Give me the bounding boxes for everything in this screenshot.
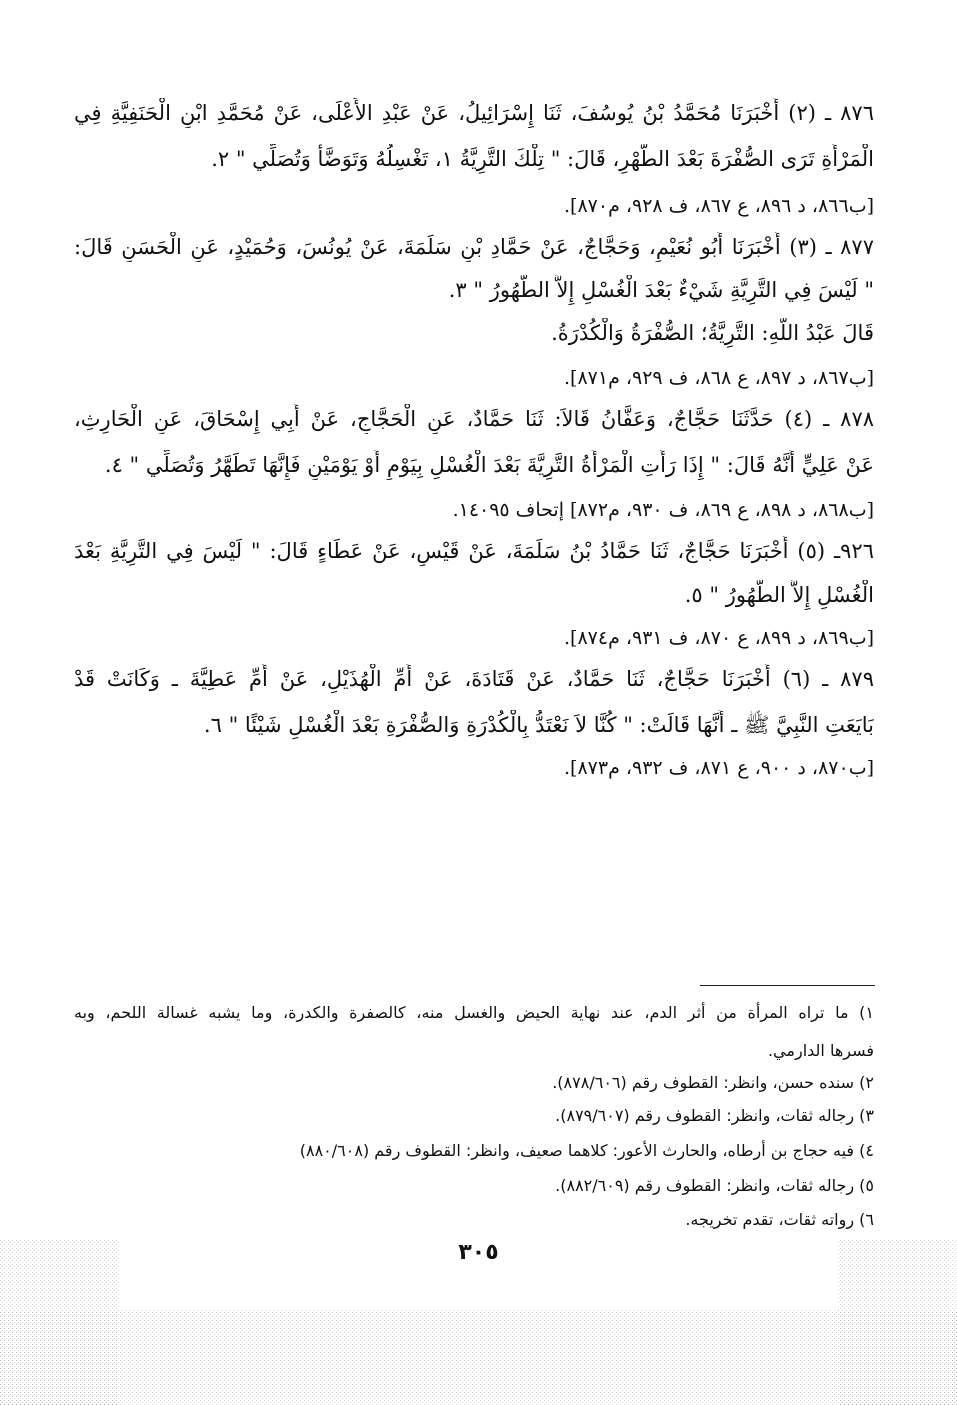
hadith-878-line-2: عَنْ عَلِيٍّ أَنَّهُ قَالَ: " إِذَا رَأَتِ الْمَرْأَةُ التَّرِيَّةَ بَعْدَ الْغُسْلِ بِيَوْمٍ أَوْ يَوْمَيْنِ فَإِنَّهَا تَطَهَّرُ وَتُصَلِّي " ٤. xyxy=(104,453,874,477)
footnote-1-line-1: ١) ما تراه المرأة من أثر الدم، عند نهاية الحيض والغسل منه، كالصفرة والكدرة، وما يشبه غسالة اللحم، وبه xyxy=(74,1003,874,1022)
hadith-926-references: [ب٨٦٩، د ٨٩٩، ع ٨٧٠، ف ٩٣١، م٨٧٤]. xyxy=(564,627,874,649)
footnote-3: ٣) رجاله ثقات، وانظر: القطوف رقم (٨٧٩/٦٠٧). xyxy=(555,1106,874,1125)
hadith-879-line-2: بَايَعَتِ النَّبِيَّ ﷺ ـ أَنَّهَا قَالَتْ: " كُنَّا لاَ نَعْتَدُّ بِالْكُدْرَةِ وَالصُّفْرَةِ بَعْدَ الْغُسْلِ شَيْئًا " ٦. xyxy=(203,713,874,737)
footnote-separator xyxy=(700,985,875,986)
hadith-876-line-2: الْمَرْأَةِ تَرَى الصُّفْرَةَ بَعْدَ الطُّهْرِ، قَالَ: " تِلْكَ التَّرِيَّةُ ١، تَغْسِلُهُ وَتَوَضَّأُ وَتُصَلِّي " ٢. xyxy=(211,147,874,171)
page-number: ٣٠٥ xyxy=(458,1240,499,1265)
hadith-926-line-1: ٩٢٦ـ (٥) أَخْبَرَنَا حَجَّاجٌ، ثَنَا حَمَّادُ بْنُ سَلَمَةَ، عَنْ قَيْسٍ، عَنْ عَطَاءٍ قَالَ: " لَيْسَ فِي التَّرِيَّةِ بَعْدَ xyxy=(74,539,874,563)
footnote-1-line-2: فسرها الدارمي. xyxy=(767,1041,874,1060)
footnote-5: ٥) رجاله ثقات، وانظر: القطوف رقم (٨٨٢/٦٠٩). xyxy=(555,1176,874,1195)
footnote-6: ٦) رواته ثقات، تقدم تخريجه. xyxy=(685,1210,874,1229)
hadith-878-references: [ب٨٦٨، د ٨٩٨، ع ٨٦٩، ف ٩٣٠، م٨٧٢] إتحاف ١٤٠٩٥. xyxy=(452,499,874,521)
hadith-877-line-2: " لَيْسَ فِي التَّرِيَّةِ شَيْءٌ بَعْدَ الْغُسْلِ إِلاَّ الطُّهُورُ " ٣. xyxy=(448,278,874,302)
hadith-877-note: قَالَ عَبْدُ اللَّهِ: التَّرِيَّةُ؛ الصُّفْرَةُ وَالْكُدْرَةُ. xyxy=(551,321,874,345)
hadith-877-references: [ب٨٦٧، د ٨٩٧، ع ٨٦٨، ف ٩٢٩، م٨٧١]. xyxy=(564,367,874,389)
hadith-877-line-1: ٨٧٧ ـ (٣) أَخْبَرَنَا أَبُو نُعَيْمٍ، وَحَجَّاجٌ، عَنْ حَمَّادِ بْنِ سَلَمَةَ، عَنْ يُونُسَ، وَحُمَيْدٍ، عَنِ الْحَسَنِ قَالَ: xyxy=(74,235,874,259)
hadith-879-line-1: ٨٧٩ ـ (٦) أَخْبَرَنَا حَجَّاجٌ، ثَنَا حَمَّادٌ، عَنْ قَتَادَةَ، عَنْ أُمِّ الْهُذَيْلِ، عَنْ أُمِّ عَطِيَّةَ ـ وَكَانَتْ قَدْ xyxy=(74,667,874,691)
hadith-876-line-1: ٨٧٦ ـ (٢) أَخْبَرَنَا مُحَمَّدُ بْنُ يُوسُفَ، ثَنَا إِسْرَائِيلُ، عَنْ عَبْدِ الأَعْلَى، عَنْ مُحَمَّدِ ابْنِ الْحَنَفِيَّةِ فِي xyxy=(74,101,874,125)
hadith-876-references: [ب٨٦٦، د ٨٩٦، ع ٨٦٧، ف ٩٢٨، م٨٧٠]. xyxy=(564,195,874,217)
footnote-2: ٢) سنده حسن، وانظر: القطوف رقم (٨٧٨/٦٠٦). xyxy=(552,1073,874,1092)
hadith-878-line-1: ٨٧٨ ـ (٤) حَدَّثَنَا حَجَّاجٌ، وَعَفَّانُ قَالاَ: ثَنَا حَمَّادٌ، عَنِ الْحَجَّاجِ، عَنْ أَبِي إِسْحَاقَ، عَنِ الْحَارِثِ، xyxy=(74,407,874,431)
hadith-879-references: [ب٨٧٠، د ٩٠٠، ع ٨٧١، ف ٩٣٢، م٨٧٣]. xyxy=(564,757,874,779)
hadith-926-line-2: الْغُسْلِ إِلاَّ الطُّهُورُ " ٥. xyxy=(684,583,874,607)
footnote-4: ٤) فيه حجاج بن أرطاه، والحارث الأعور: كلاهما صعيف، وانظر: القطوف رقم (٨٨٠/٦٠٨) xyxy=(299,1141,874,1160)
